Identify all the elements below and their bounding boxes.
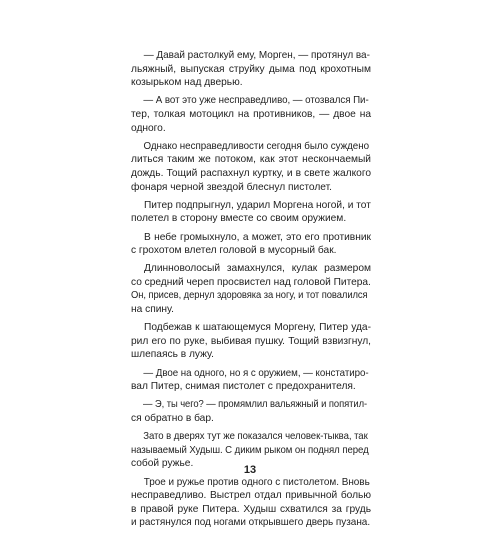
- paragraph: [131, 94, 371, 135]
- paragraph: [131, 199, 371, 226]
- text-line: ся обратно в бар.: [131, 413, 214, 424]
- text-line: в правой руке Питера. Худыш схватился за грудь: [131, 503, 371, 515]
- text-line: Трое и ружье против одного с пистолетом. Вновь: [143, 476, 370, 488]
- paragraph: [131, 262, 371, 316]
- text-line: — Двое на одного, но я с оружием, — констатиро-: [143, 367, 369, 379]
- paragraph: [131, 476, 371, 530]
- text-line: Зато в дверях тут же показался человек-тыква, так: [143, 431, 368, 443]
- text-line: Он, присев, дернул здоровяка за ногу, и тот повалился: [131, 290, 368, 302]
- paragraph: [131, 398, 371, 425]
- paragraph: [131, 231, 371, 258]
- text-line: — А вот это уже несправедливо, — отозвался Пи-: [143, 95, 369, 107]
- paragraph: [131, 367, 371, 394]
- text-line: шлепаясь в лужу.: [131, 349, 214, 361]
- text-line: рил его по руке, выбивая пушку. Тощий взвизгнул,: [131, 335, 371, 347]
- text-line: и растянулся под ногами открывшего дверь пузана.: [131, 517, 371, 529]
- paragraph: [131, 140, 371, 194]
- text-line: одного.: [131, 122, 166, 134]
- text-line: литься таким же потоком, как этот нескончаемый: [131, 154, 371, 166]
- text-line: Питер подпрыгнул, ударил Моргена ногой, и тот: [143, 199, 371, 211]
- paragraph: [131, 49, 371, 90]
- text-line: полетел в сторону вместе со своим оружием.: [131, 213, 347, 225]
- text-line: льяжный, выпуская струйку дыма под крохотным: [131, 63, 371, 75]
- text-line: В небе громыхнуло, а может, это его противник: [144, 231, 371, 243]
- text-line: тер, толкая мотоцикл на противников, — двое на: [131, 108, 371, 120]
- text-line: называемый Худыш. С диким рыком он поднял перед: [131, 444, 369, 456]
- text-line: несправедливо. Выстрел отдал привычной болью: [131, 490, 371, 502]
- text-line: фонаря черной звездой блеснул пистолет.: [131, 181, 332, 193]
- text-line: с грохотом влетел головой в мусорный бак.: [131, 245, 337, 257]
- text-line: Подбежав к шатающемуся Моргену, Питер уда-: [144, 322, 371, 334]
- text-line: Длинноволосый замахнулся, кулак размером: [144, 263, 371, 275]
- page-number: 13: [243, 464, 257, 476]
- paragraph: [131, 321, 371, 362]
- body-text: [131, 49, 371, 535]
- text-line: — Э, ты чего? — промямлил вальяжный и попятил-: [143, 399, 368, 411]
- text-line: со средний череп просвистел над головой Питера.: [131, 276, 371, 288]
- text-line: вал Питер, снимая пистолет с предохранителя.: [131, 381, 356, 393]
- text-line: козырьком над дверью.: [131, 77, 243, 89]
- text-line: дождь. Тощий распахнул куртку, и в свете жалкого: [131, 167, 371, 179]
- text-line: — Давай растолкуй ему, Морген, — протянул ва-: [143, 50, 370, 61]
- text-line: Однако несправедливости сегодня было суждено: [143, 140, 370, 152]
- text-line: на спину.: [131, 304, 174, 316]
- text-line: собой ружье.: [131, 458, 194, 470]
